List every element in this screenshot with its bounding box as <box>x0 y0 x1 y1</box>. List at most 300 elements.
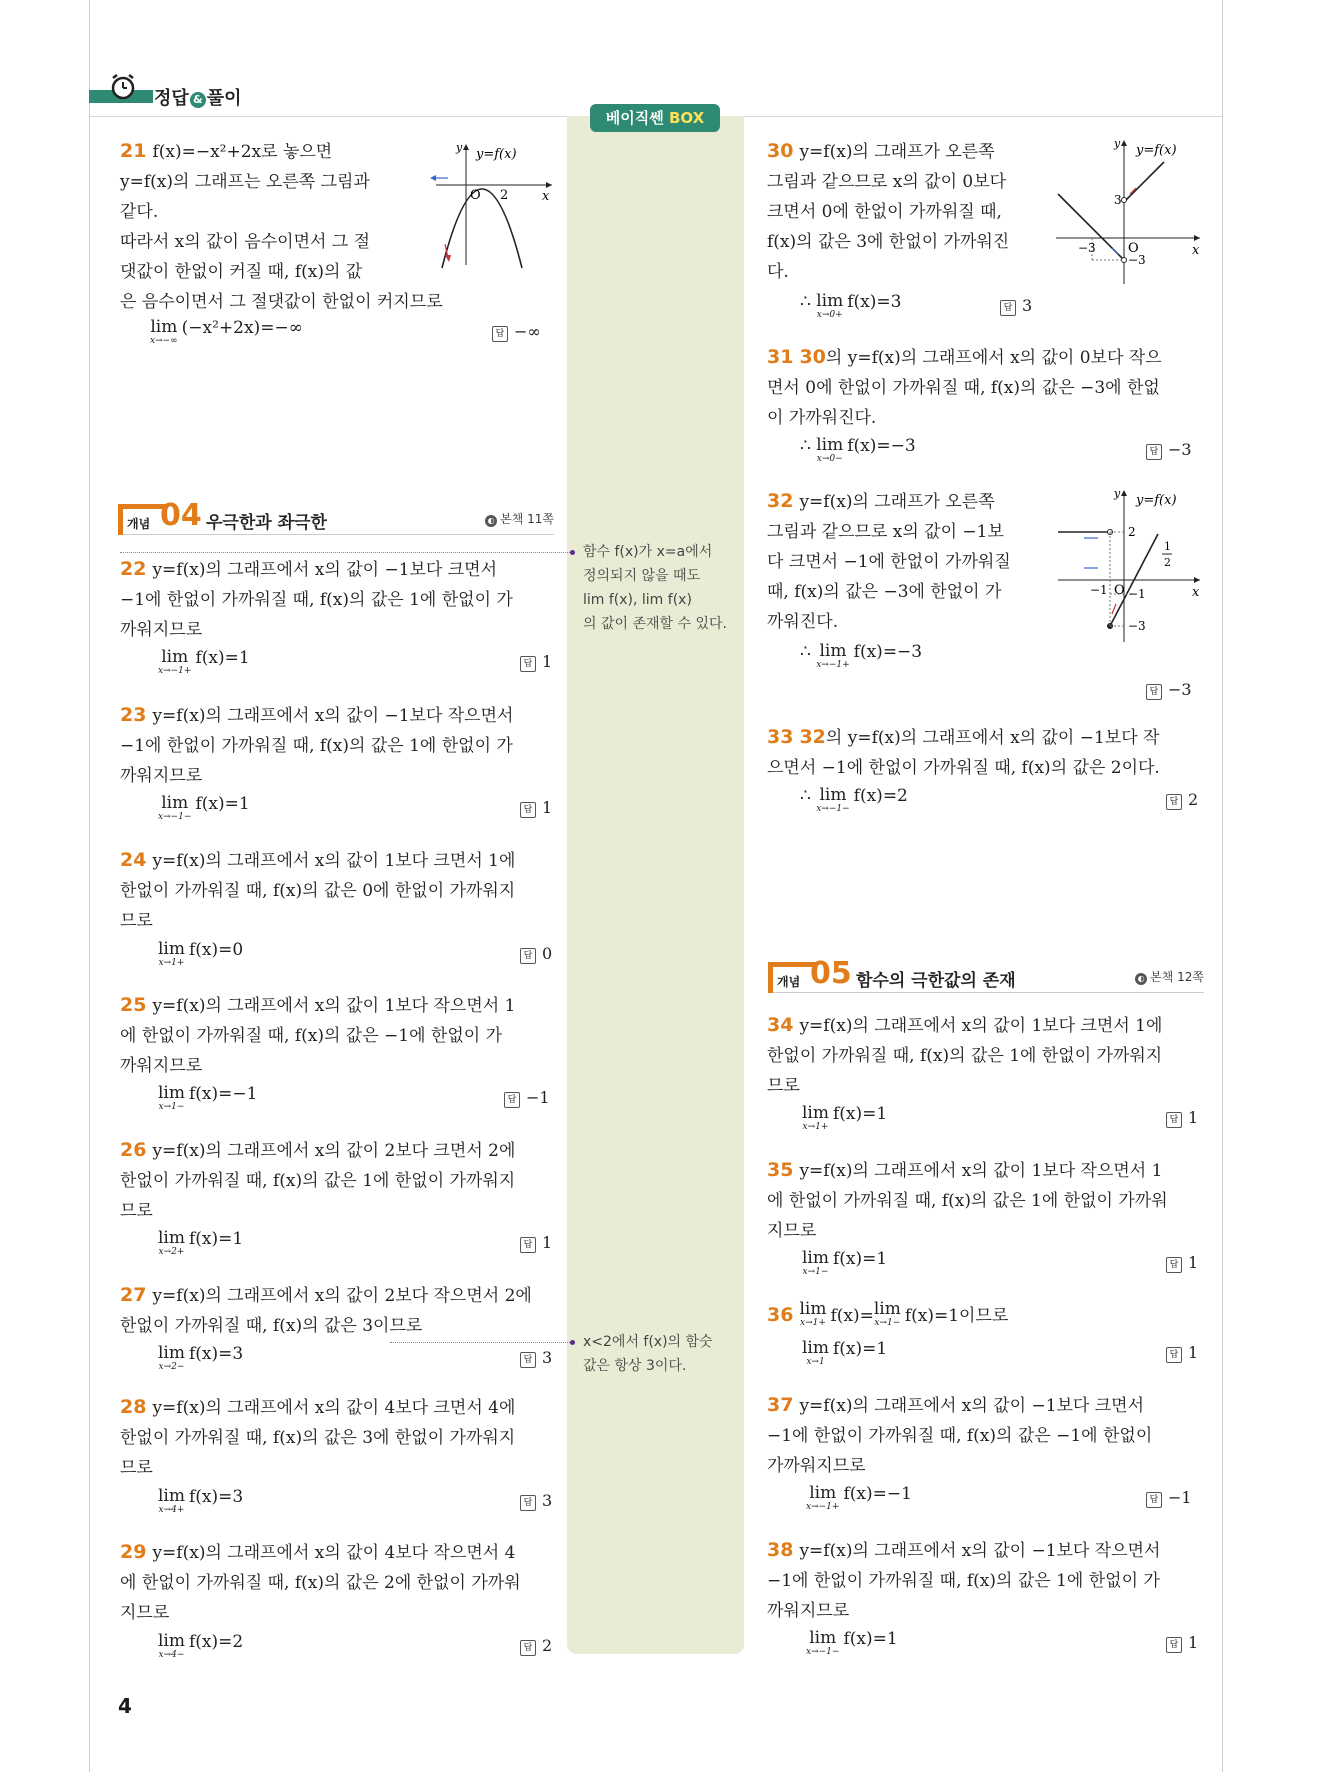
lim-subscript: x→1+ <box>802 1122 829 1132</box>
lim-word: lim <box>819 641 847 661</box>
problem-number: 24 <box>120 849 147 871</box>
problem-21 <box>120 136 460 317</box>
page-border-left <box>89 0 90 1772</box>
problem-number: 25 <box>120 994 147 1016</box>
problem-number: 34 <box>767 1014 794 1036</box>
problem-line: y=f(x)의 그래프에서 x의 값이 1보다 크면서 1에 <box>799 1016 1163 1036</box>
problem-line: −1에 한없이 가까워질 때, f(x)의 값은 1에 한없이 가 <box>120 590 513 610</box>
result-expression: f(x)=−1 <box>843 1484 912 1504</box>
result-32 <box>800 642 922 670</box>
result-22 <box>158 648 250 676</box>
problem-34 <box>767 1010 1207 1101</box>
lim-word: lim <box>802 1248 829 1268</box>
result-expression: f(x)=−1 <box>189 1084 258 1104</box>
answer-badge-icon: 답 <box>1146 1492 1162 1508</box>
problem-29 <box>120 1537 560 1628</box>
graph-32-y-label: y <box>1114 487 1121 500</box>
answer-28 <box>520 1491 552 1511</box>
graph-30-tick-3: 3 <box>1114 193 1122 207</box>
lim-subscript: x→4− <box>158 1650 185 1660</box>
answer-badge-icon: 답 <box>520 948 536 964</box>
lim-operator <box>158 1084 185 1112</box>
answer-value: 1 <box>542 1233 553 1252</box>
result-expression: f(x)=3 <box>189 1487 244 1507</box>
lim-subscript: x→−1− <box>816 804 850 814</box>
lim-operator <box>816 642 849 670</box>
problem-line: y=f(x)의 그래프에서 x의 값이 −1보다 크면서 <box>152 560 498 580</box>
note-1-line-3: lim f(x), lim f(x) <box>583 592 692 608</box>
graph-32-origin: O <box>1114 583 1125 598</box>
graph-30-x-label: x <box>1192 243 1200 258</box>
problem-line: 다 크면서 −1에 한없이 가까워질 <box>767 552 1011 572</box>
problem-line: −1에 한없이 가까워질 때, f(x)의 값은 1에 한없이 가 <box>767 1571 1160 1591</box>
lim-subscript: x→−1+ <box>816 660 850 670</box>
answer-badge-icon: 답 <box>492 326 508 342</box>
answer-badge-icon: 답 <box>1166 1257 1182 1273</box>
answer-value: 3 <box>542 1348 553 1367</box>
answer-badge-icon: 답 <box>1166 1637 1182 1653</box>
problem-line: 으면서 −1에 한없이 가까워질 때, f(x)의 값은 2이다. <box>767 758 1160 778</box>
answer-badge-icon: 답 <box>520 1237 536 1253</box>
lim-subscript: x→−1− <box>806 1647 840 1657</box>
section-ref <box>485 510 554 527</box>
answer-37 <box>1146 1488 1192 1508</box>
answer-value: 3 <box>1022 296 1033 315</box>
result-expression: f(x)=1 <box>833 1104 888 1124</box>
problem-28 <box>120 1392 560 1483</box>
lim-operator <box>158 940 185 968</box>
problem-number: 22 <box>120 558 147 580</box>
result-expression: f(x)=1 <box>189 1229 244 1249</box>
graph-21-origin: O <box>470 188 481 203</box>
section-ref <box>1135 968 1204 985</box>
answer-badge-icon: 답 <box>1000 300 1016 316</box>
problem-line: 의 y=f(x)의 그래프에서 x의 값이 −1보다 작 <box>825 728 1160 748</box>
lim-subscript: x→−1+ <box>158 666 192 676</box>
problem-number: 38 <box>767 1539 794 1561</box>
problem-line: y=f(x)의 그래프에서 x의 값이 4보다 크면서 4에 <box>152 1398 516 1418</box>
lim-subscript: x→2+ <box>158 1247 185 1257</box>
problem-line: y=f(x)의 그래프에서 x의 값이 1보다 작으면서 1 <box>152 996 516 1016</box>
lim-word: lim <box>161 793 189 813</box>
problem-line: f(x)= <box>830 1306 874 1326</box>
box-tab-b: BOX <box>668 109 705 127</box>
problem-line: 은 음수이면서 그 절댓값이 한없이 커지므로 <box>120 292 443 312</box>
graph-30-y-label: y <box>1114 137 1121 150</box>
graph-30-fn-label: y=f(x) <box>1136 143 1177 158</box>
problem-number: 23 <box>120 704 147 726</box>
answer-badge-icon: 답 <box>1166 1112 1182 1128</box>
problem-line: y=f(x)의 그래프에서 x의 값이 −1보다 작으면서 <box>152 706 514 726</box>
answer-badge-icon: 답 <box>1166 794 1182 810</box>
problem-31 <box>767 342 1207 433</box>
therefore-symbol: ∴ <box>800 292 811 312</box>
section-title: 함수의 극한값의 존재 <box>856 971 1016 991</box>
note-1-dot <box>570 550 575 555</box>
problem-line: 크면서 0에 한없이 가까워질 때, <box>767 202 1002 222</box>
result-38 <box>806 1629 898 1657</box>
problem-line: 가까워지므로 <box>767 1456 866 1476</box>
lim-operator <box>158 1487 185 1515</box>
answer-32 <box>1146 680 1192 700</box>
problem-line: 까워진다. <box>767 612 839 632</box>
problem-line: 지므로 <box>767 1221 817 1241</box>
problem-number: 35 <box>767 1159 794 1181</box>
header-title-b: 풀이 <box>206 88 242 109</box>
answer-33 <box>1166 790 1198 810</box>
result-37 <box>806 1484 912 1512</box>
answer-27 <box>520 1348 552 1368</box>
box-tab-a: 베이직쎈 <box>605 109 669 127</box>
result-expression: f(x)=2 <box>853 786 908 806</box>
lim-operator <box>874 1300 901 1328</box>
answer-29 <box>520 1636 552 1656</box>
lim-subscript: x→4+ <box>158 1505 185 1515</box>
problem-line: 에 한없이 가까워질 때, f(x)의 값은 −1에 한없이 가 <box>120 1026 503 1046</box>
graph-21-x-label: x <box>542 189 550 204</box>
therefore-symbol: ∴ <box>800 642 811 662</box>
problem-line: 까워지므로 <box>120 1056 203 1076</box>
answer-badge-icon: 답 <box>520 1495 536 1511</box>
problem-number: 33 <box>767 726 794 748</box>
problem-38 <box>767 1535 1207 1626</box>
problem-33 <box>767 722 1207 783</box>
problem-line: 그림과 같으므로 x의 값이 0보다 <box>767 172 1007 192</box>
section-number: 04 <box>160 498 202 533</box>
note-2-line-2: 값은 항상 3이다. <box>583 1358 687 1374</box>
lim-operator <box>816 786 849 814</box>
problem-line: f(x)=1이므로 <box>904 1306 1009 1326</box>
note-1 <box>583 540 743 636</box>
answer-23 <box>520 798 552 818</box>
problem-line: 그림과 같으므로 x의 값이 −1보 <box>767 522 1004 542</box>
lim-operator <box>816 292 843 320</box>
problem-22 <box>120 554 560 645</box>
section-ref-text: 본책 11쪽 <box>500 512 554 526</box>
result-35 <box>802 1249 887 1277</box>
problem-number: 36 <box>767 1304 794 1326</box>
basic-box-tab <box>590 104 720 132</box>
header-title-a: 정답 <box>154 88 189 109</box>
answer-value: −∞ <box>514 322 541 341</box>
problem-line: f(x)의 값은 3에 한없이 가까워진 <box>767 232 1010 252</box>
lim-word: lim <box>161 647 189 667</box>
problem-line: y=f(x)의 그래프는 오른쪽 그림과 <box>120 172 370 192</box>
answer-30 <box>1000 296 1032 316</box>
basic-box-column <box>567 116 744 1654</box>
section-ref-text: 본책 12쪽 <box>1150 970 1204 984</box>
section-tag: 개념 <box>768 962 815 993</box>
problem-27 <box>120 1280 560 1341</box>
problem-line: 한없이 가까워질 때, f(x)의 값은 0에 한없이 가까워지 <box>120 881 516 901</box>
graph-30-tick-neg3-x: −3 <box>1078 241 1096 255</box>
lim-word: lim <box>158 1343 185 1363</box>
answer-value: 1 <box>1188 1343 1199 1362</box>
answer-22 <box>520 652 552 672</box>
problem-number: 29 <box>120 1541 147 1563</box>
answer-badge-icon: 답 <box>520 656 536 672</box>
problem-line: y=f(x)의 그래프가 오른쪽 <box>799 492 995 512</box>
lim-subscript: x→2− <box>158 1362 185 1372</box>
result-21 <box>150 318 303 346</box>
lim-subscript: x→−∞ <box>150 336 178 346</box>
problem-23 <box>120 700 560 791</box>
lim-operator <box>802 1339 829 1367</box>
lim-word: lim <box>158 1228 185 1248</box>
lim-word: lim <box>158 1486 185 1506</box>
section-number: 05 <box>810 956 852 991</box>
problem-line: y=f(x)의 그래프에서 x의 값이 2보다 크면서 2에 <box>152 1141 516 1161</box>
answer-31 <box>1146 440 1192 460</box>
lim-subscript: x→1− <box>874 1318 901 1328</box>
problem-number: 30 <box>767 140 794 162</box>
problem-line: y=f(x)의 그래프에서 x의 값이 2보다 작으면서 2에 <box>152 1286 532 1306</box>
answer-26 <box>520 1233 552 1253</box>
answer-badge-icon: 답 <box>520 1640 536 1656</box>
result-29 <box>158 1632 243 1660</box>
lim-word: lim <box>799 1299 827 1319</box>
problem-line: −1에 한없이 가까워질 때, f(x)의 값은 −1에 한없이 <box>767 1426 1153 1446</box>
section-04-header <box>118 500 554 535</box>
problem-line: 까워지므로 <box>767 1601 850 1621</box>
answer-value: 1 <box>542 798 553 817</box>
problem-36 <box>767 1300 1207 1331</box>
problem-number: 26 <box>120 1139 147 1161</box>
answer-25 <box>504 1088 550 1108</box>
answer-value: 3 <box>542 1491 553 1510</box>
lim-word: lim <box>816 291 844 311</box>
problem-line: 같다. <box>120 202 159 222</box>
problem-line: y=f(x)의 그래프에서 x의 값이 −1보다 작으면서 <box>799 1541 1161 1561</box>
result-expression: f(x)=0 <box>189 940 244 960</box>
lim-operator <box>158 794 191 822</box>
lim-word: lim <box>158 939 185 959</box>
result-31 <box>800 436 916 464</box>
answer-badge-icon: 답 <box>1146 444 1162 460</box>
problem-line: 한없이 가까워질 때, f(x)의 값은 3에 한없이 가까워지 <box>120 1428 516 1448</box>
result-expression: f(x)=1 <box>843 1629 898 1649</box>
alarm-clock-icon <box>108 72 138 102</box>
problem-line: 면서 0에 한없이 가까워질 때, f(x)의 값은 −3에 한없 <box>767 378 1160 398</box>
graph-30 <box>1054 136 1204 286</box>
lim-operator <box>806 1484 839 1512</box>
problem-number: 31 <box>767 346 794 368</box>
answer-value: 1 <box>1188 1253 1199 1272</box>
problem-ref-number: 30 <box>799 346 826 368</box>
lim-operator <box>150 318 178 346</box>
problem-number: 28 <box>120 1396 147 1418</box>
note-1-leader <box>120 552 572 553</box>
note-2 <box>583 1330 743 1378</box>
page-number: 4 <box>118 1694 132 1718</box>
result-expression: f(x)=3 <box>847 292 902 312</box>
problem-line: y=f(x)의 그래프에서 x의 값이 −1보다 크면서 <box>799 1396 1145 1416</box>
problem-line: 의 y=f(x)의 그래프에서 x의 값이 0보다 작으 <box>825 348 1162 368</box>
lim-subscript: x→1 <box>806 1357 825 1367</box>
problem-line: 이 가까워진다. <box>767 408 877 428</box>
lim-operator <box>802 1104 829 1132</box>
section-05-header <box>768 958 1204 993</box>
answer-value: 1 <box>1188 1633 1199 1652</box>
lim-subscript: x→−1+ <box>806 1502 840 1512</box>
problem-number: 21 <box>120 140 147 162</box>
problem-line: y=f(x)의 그래프에서 x의 값이 1보다 작으면서 1 <box>799 1161 1163 1181</box>
result-expression: f(x)=1 <box>833 1249 888 1269</box>
result-26 <box>158 1229 243 1257</box>
problem-line: 때, f(x)의 값은 −3에 한없이 가 <box>767 582 1002 602</box>
answer-value: 1 <box>542 652 553 671</box>
graph-32-tick-2: 2 <box>1128 525 1136 539</box>
result-25 <box>158 1084 257 1112</box>
answer-24 <box>520 944 552 964</box>
graph-32-tick-neg3: −3 <box>1128 619 1146 633</box>
answer-value: −1 <box>526 1088 550 1107</box>
lim-word: lim <box>802 1338 829 1358</box>
note-1-line-1: 함수 f(x)가 x=a에서 <box>583 544 713 560</box>
section-title: 우극한과 좌극한 <box>206 513 327 533</box>
lim-word: lim <box>809 1483 837 1503</box>
answer-value: −1 <box>1168 1488 1192 1507</box>
problem-37 <box>767 1390 1207 1481</box>
lim-operator <box>816 436 843 464</box>
graph-21-fn-label: y=f(x) <box>476 147 517 162</box>
result-expression: f(x)=2 <box>189 1632 244 1652</box>
result-28 <box>158 1487 243 1515</box>
lim-subscript: x→1− <box>802 1267 829 1277</box>
problem-line: 지므로 <box>120 1603 170 1623</box>
problem-25 <box>120 990 560 1081</box>
graph-21-tick: 2 <box>500 188 509 203</box>
answer-38 <box>1166 1633 1198 1653</box>
answer-value: 2 <box>1188 790 1199 809</box>
problem-line: 한없이 가까워질 때, f(x)의 값은 3이므로 <box>120 1316 423 1336</box>
result-24 <box>158 940 243 968</box>
lim-word: lim <box>816 435 844 455</box>
problem-line: y=f(x)의 그래프에서 x의 값이 4보다 작으면서 4 <box>152 1543 516 1563</box>
problem-30 <box>767 136 1067 287</box>
answer-value: −3 <box>1168 440 1192 459</box>
answer-badge-icon: 답 <box>520 802 536 818</box>
graph-32-tick-neg1-x: −1 <box>1090 583 1108 597</box>
problem-line: 에 한없이 가까워질 때, f(x)의 값은 1에 한없이 가까워 <box>767 1191 1168 1211</box>
answer-badge-icon: 답 <box>520 1352 536 1368</box>
problem-line: y=f(x)의 그래프에서 x의 값이 1보다 크면서 1에 <box>152 851 516 871</box>
result-33 <box>800 786 908 814</box>
problem-line: 따라서 x의 값이 음수이면서 그 절 <box>120 232 371 252</box>
lim-word: lim <box>809 1628 837 1648</box>
book-ref-icon: ◐ <box>485 515 497 527</box>
answer-value: 1 <box>1188 1108 1199 1127</box>
result-expression: f(x)=−3 <box>853 642 923 662</box>
problem-line: 므로 <box>120 1458 153 1478</box>
result-34 <box>802 1104 887 1132</box>
lim-word: lim <box>158 1631 185 1651</box>
result-expression: f(x)=3 <box>189 1344 244 1364</box>
note-2-dot <box>570 1340 575 1345</box>
problem-number: 27 <box>120 1284 147 1306</box>
graph-30-tick-neg3-y: −3 <box>1128 253 1146 267</box>
problem-line: y=f(x)의 그래프가 오른쪽 <box>799 142 995 162</box>
graph-32-frac-den: 2 <box>1164 556 1171 569</box>
graph-32-tick-neg1-y: −1 <box>1128 587 1146 601</box>
lim-operator <box>158 648 191 676</box>
note-1-line-4: 의 값이 존재할 수 있다. <box>583 616 727 632</box>
answer-value: 2 <box>542 1636 553 1655</box>
lim-operator <box>158 1632 185 1660</box>
header-title <box>154 84 242 110</box>
problem-line: 에 한없이 가까워질 때, f(x)의 값은 2에 한없이 가까워 <box>120 1573 521 1593</box>
note-1-line-2: 정의되지 않을 때도 <box>583 568 701 584</box>
graph-32-fn-label: y=f(x) <box>1136 493 1177 508</box>
problem-line: 므로 <box>120 911 153 931</box>
book-ref-icon: ◐ <box>1135 973 1147 985</box>
result-36 <box>802 1339 887 1367</box>
problem-line: 므로 <box>767 1076 800 1096</box>
answer-value: −3 <box>1168 680 1192 699</box>
answer-21 <box>492 322 541 342</box>
lim-word: lim <box>158 1083 185 1103</box>
answer-36 <box>1166 1343 1198 1363</box>
lim-word: lim <box>819 785 847 805</box>
lim-subscript: x→1+ <box>800 1318 826 1328</box>
lim-word: lim <box>873 1299 901 1319</box>
problem-number: 37 <box>767 1394 794 1416</box>
graph-21 <box>426 140 556 270</box>
problem-line: 한없이 가까워질 때, f(x)의 값은 1에 한없이 가까워지 <box>120 1171 516 1191</box>
graph-32 <box>1054 486 1204 646</box>
graph-32-frac-num: 1 <box>1164 540 1171 553</box>
lim-operator <box>806 1629 839 1657</box>
graph-21-y-label: y <box>456 141 463 154</box>
problem-32 <box>767 486 1067 637</box>
graph-30-origin: O <box>1128 241 1139 256</box>
answer-badge-icon: 답 <box>1166 1347 1182 1363</box>
problem-line: 한없이 가까워질 때, f(x)의 값은 1에 한없이 가까워지 <box>767 1046 1163 1066</box>
result-expression: f(x)=1 <box>195 648 250 668</box>
result-expression: (−x²+2x)=−∞ <box>181 318 303 338</box>
page-border-right <box>1222 0 1223 1772</box>
lim-subscript: x→0− <box>816 454 843 464</box>
lim-subscript: x→0+ <box>816 310 843 320</box>
result-30 <box>800 292 901 320</box>
lim-subscript: x→1+ <box>158 958 185 968</box>
result-expression: f(x)=−3 <box>847 436 916 456</box>
lim-subscript: x→−1− <box>158 812 192 822</box>
graph-32-x-label: x <box>1192 585 1200 600</box>
lim-word: lim <box>802 1103 829 1123</box>
problem-35 <box>767 1155 1207 1246</box>
problem-line: 므로 <box>120 1201 153 1221</box>
lim-subscript: x→1− <box>158 1102 185 1112</box>
section-tag: 개념 <box>118 504 165 535</box>
note-2-leader <box>390 1342 572 1343</box>
answer-value: 0 <box>542 944 553 963</box>
problem-line: −1에 한없이 가까워질 때, f(x)의 값은 1에 한없이 가 <box>120 736 513 756</box>
problem-line: 까워지므로 <box>120 620 203 640</box>
header-amp: & <box>190 92 206 108</box>
problem-26 <box>120 1135 560 1226</box>
note-2-line-1: x<2에서 f(x)의 함숫 <box>583 1334 713 1350</box>
answer-badge-icon: 답 <box>504 1092 520 1108</box>
result-27 <box>158 1344 243 1372</box>
answer-34 <box>1166 1108 1198 1128</box>
problem-line: 까워지므로 <box>120 766 203 786</box>
result-expression: f(x)=1 <box>833 1339 888 1359</box>
therefore-symbol: ∴ <box>800 436 811 456</box>
problem-number: 32 <box>767 490 794 512</box>
problem-line: 댓값이 한없이 커질 때, f(x)의 값 <box>120 262 363 282</box>
problem-line: f(x)=−x²+2x로 놓으면 <box>152 142 333 162</box>
